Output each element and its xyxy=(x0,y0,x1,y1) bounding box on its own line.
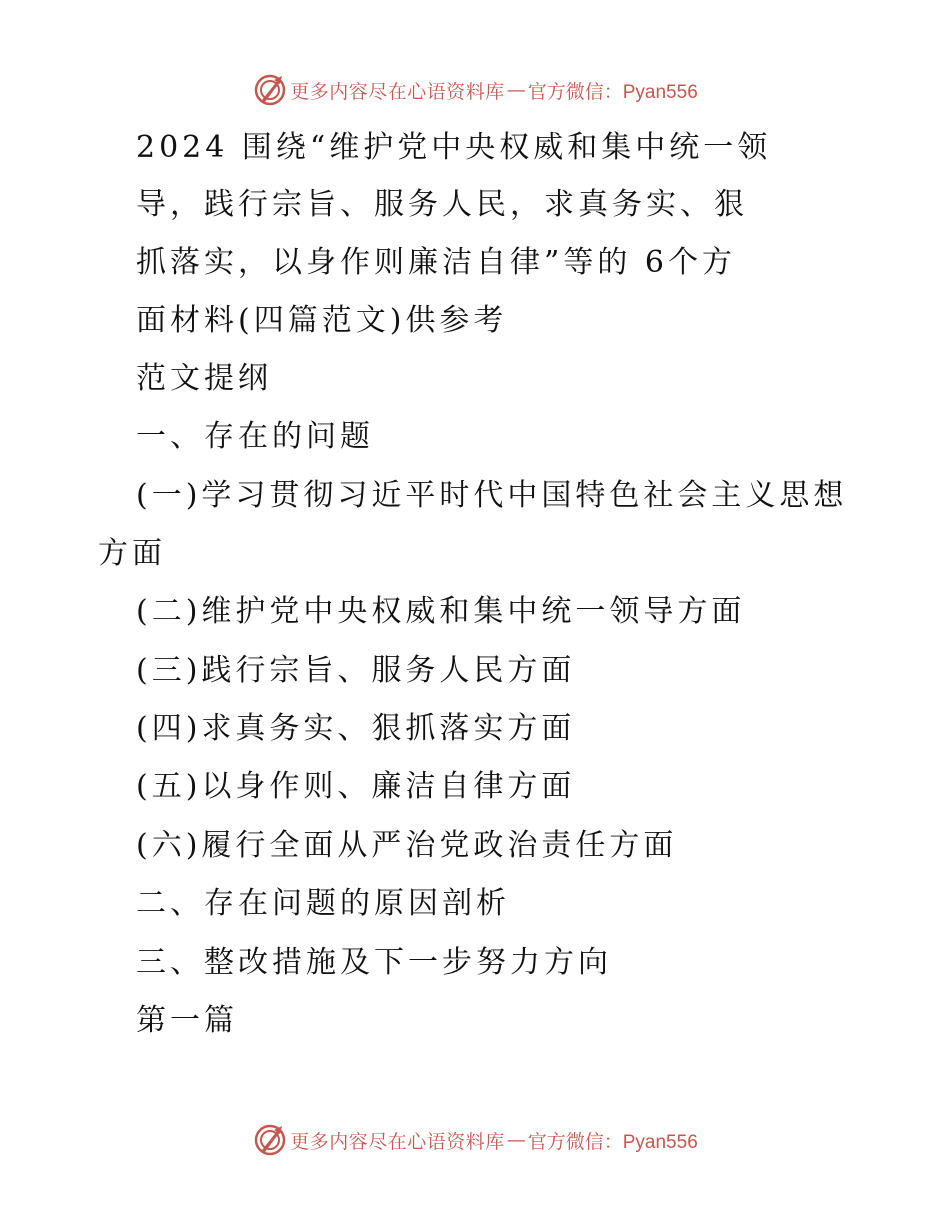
header-watermark xyxy=(0,68,950,112)
title-line-2: 导，践行宗旨、服务人民，求真务实、狠 xyxy=(136,187,748,222)
outline-item-4: (四)求真务实、狠抓落实方面 xyxy=(136,711,576,746)
part-one-heading: 第一篇 xyxy=(136,1003,238,1038)
outline-item-6: (六)履行全面从严治党政治责任方面 xyxy=(136,828,678,863)
title-line-1: 2024 围绕“维护党中央权威和集中统一领 xyxy=(136,130,772,165)
outline-item-3: (三)践行宗旨、服务人民方面 xyxy=(136,653,576,688)
outline-item-1-cont: 方面 xyxy=(98,536,166,571)
section-two-heading: 二、存在问题的原因剖析 xyxy=(136,886,510,921)
section-one-heading: 一、存在的问题 xyxy=(136,419,374,454)
outline-item-2: (二)维护党中央权威和集中统一领导方面 xyxy=(136,594,746,629)
outline-item-1: (一)学习贯彻习近平时代中国特色社会主义思想 xyxy=(136,478,848,513)
outline-item-5: (五)以身作则、廉洁自律方面 xyxy=(136,769,576,804)
watermark-contact: 官方微信：Pyan556 xyxy=(527,81,698,103)
watermark-text: 更多内容尽在心语资料库 xyxy=(290,80,505,103)
watermark-dash: — xyxy=(506,79,526,101)
watermark-dash: — xyxy=(506,1129,526,1151)
title-line-3: 抓落实，以身作则廉洁自律”等的 6个方 xyxy=(136,245,736,280)
section-three-heading: 三、整改措施及下一步努力方向 xyxy=(136,945,612,980)
quill-logo-icon xyxy=(252,1122,288,1158)
quill-logo-icon xyxy=(252,72,288,108)
title-line-4: 面材料(四篇范文)供参考 xyxy=(136,303,508,338)
watermark-text: 更多内容尽在心语资料库 xyxy=(290,1130,505,1153)
footer-watermark xyxy=(0,1118,950,1162)
outline-heading: 范文提纲 xyxy=(136,361,272,396)
watermark-contact: 官方微信：Pyan556 xyxy=(527,1131,698,1153)
